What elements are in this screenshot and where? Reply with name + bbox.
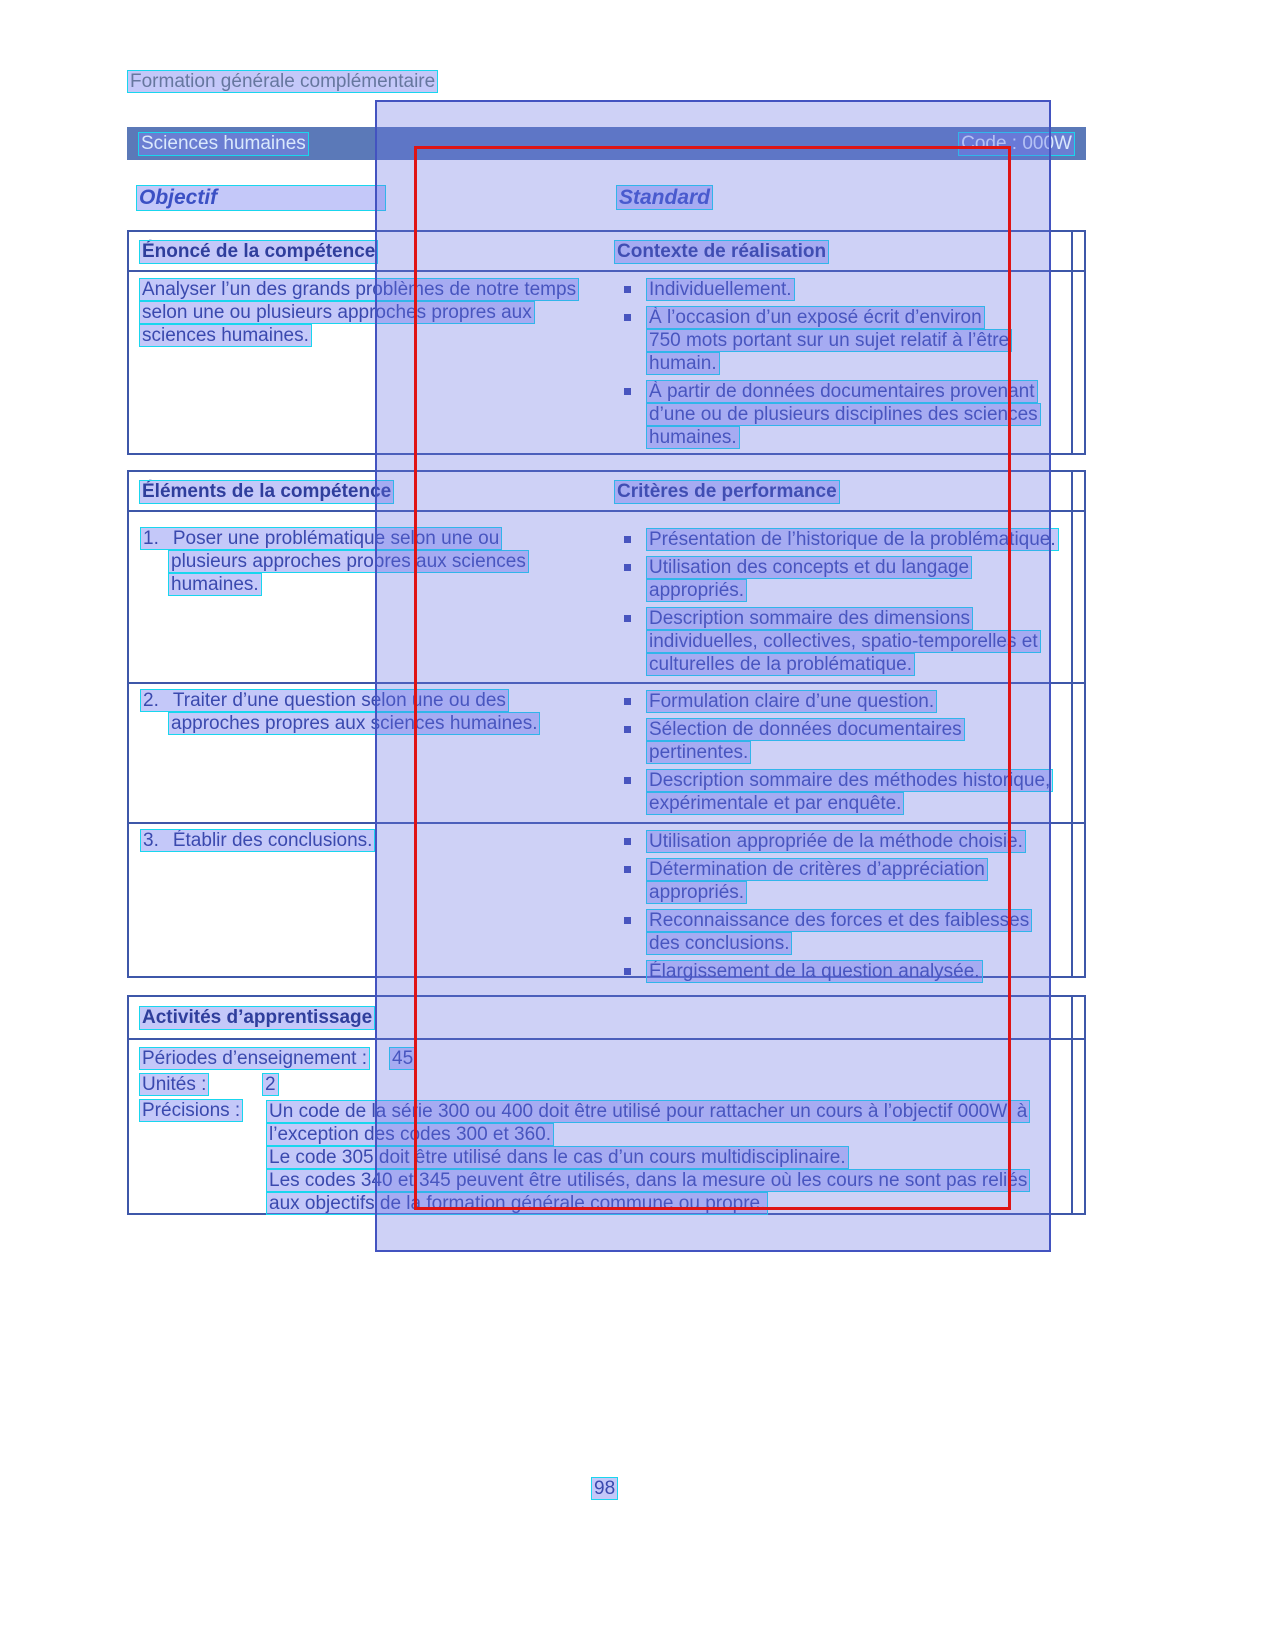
criteria-bullet-list [618, 830, 1080, 988]
bullet-square-icon [624, 838, 631, 845]
precisions-line: Un code de la série 300 ou 400 doit être utilisé pour rattacher un cours à l’objectif 000W, à [269, 1101, 1028, 1122]
doc-category [128, 71, 437, 93]
bullet-square-icon [624, 968, 631, 975]
unites-value-wrap [263, 1074, 278, 1096]
bullet-text [647, 690, 936, 713]
bullet-text [647, 830, 1025, 853]
bullet-line: des conclusions. [649, 933, 790, 954]
precisions-text [267, 1100, 1029, 1215]
criteria-bullet [618, 528, 1080, 551]
statement-line: selon une ou plusieurs approches propres aux [142, 302, 532, 323]
item-text-line: humaines. [171, 574, 259, 595]
precisions-line: aux objectifs de la formation générale commune ou propre. [269, 1193, 766, 1214]
bullet-line: humain. [649, 353, 717, 374]
item-number: 3. [143, 830, 159, 851]
banner-code: Code : 000W [961, 132, 1072, 154]
unites-value: 2 [265, 1074, 276, 1095]
bullet-square-icon [624, 286, 631, 293]
unites-label-wrap [140, 1074, 208, 1096]
bullet-text [647, 718, 964, 764]
precisions-label: Précisions : [142, 1100, 241, 1121]
bullet-line: appropriés. [649, 580, 745, 601]
bullet-text [647, 960, 982, 983]
page-number-wrap [592, 1478, 617, 1500]
doc-category-label: Formation générale complémentaire [130, 71, 436, 92]
contexte-realisation-header: Contexte de réalisation [617, 241, 827, 262]
bullet-line: Détermination de critères d’appréciation [649, 859, 985, 880]
element-row-2 [129, 682, 1084, 822]
bullet-square-icon [624, 866, 631, 873]
bullet-text [647, 306, 1011, 375]
precisions-line: Le code 305 doit être utilisé dans le cas d’un cours multidisciplinaire. [269, 1147, 846, 1168]
bullet-line: d’une ou de plusieurs disciplines des sciences [649, 404, 1038, 425]
item-text-line: Traiter d’une question selon une ou des [172, 690, 506, 711]
page-number: 98 [594, 1478, 616, 1499]
bullet-text [647, 278, 794, 301]
bullet-square-icon [624, 388, 631, 395]
enonce-competence-header: Énoncé de la compétence [142, 241, 376, 262]
contexte-bullet-list [618, 278, 1080, 454]
criteres-performance-header: Critères de performance [617, 481, 837, 502]
criteria-bullet [618, 607, 1080, 676]
bullet-line: Utilisation des concepts et du langage [649, 557, 970, 578]
bullet-line: Présentation de l’historique de la problématique. [649, 529, 1056, 550]
bullet-text [647, 858, 987, 904]
objectif-column-heading: Objectif [137, 186, 385, 210]
bullet-line: Description sommaire des méthodes historique, [649, 770, 1051, 791]
bullet-line: humaines. [649, 427, 737, 448]
item-number: 1. [143, 528, 159, 549]
standard-column-heading: Standard [619, 186, 711, 209]
criteria-bullet-list [618, 528, 1080, 681]
criteria-bullet-list [618, 690, 1080, 820]
bullet-line: À partir de données documentaires provenant [649, 381, 1035, 402]
element-row-3 [129, 822, 1084, 980]
item-text-line: plusieurs approches propres aux sciences [171, 551, 526, 572]
bullet-text [647, 380, 1040, 449]
banner-title: Sciences humaines [141, 132, 306, 154]
contexte-bullet [618, 278, 1080, 301]
periodes-value-wrap [390, 1048, 415, 1070]
criteria-bullet [618, 769, 1080, 815]
criteria-bullet [618, 556, 1080, 602]
activities-header: Activités d’apprentissage [142, 1007, 373, 1028]
statement-line: sciences humaines. [142, 325, 309, 346]
contexte-bullet [618, 380, 1080, 449]
bullet-line: Utilisation appropriée de la méthode choisie. [649, 831, 1023, 852]
bullet-line: À l’occasion d’un exposé écrit d’environ [649, 307, 982, 328]
element-row-1 [129, 512, 1084, 682]
element-item [141, 829, 374, 852]
criteria-bullet [618, 858, 1080, 904]
item-first-line [141, 830, 374, 851]
bullet-text [647, 769, 1052, 815]
bullet-line: expérimentale et par enquête. [649, 793, 902, 814]
competence-table-header [129, 232, 1084, 272]
criteria-bullet [618, 690, 1080, 713]
bullet-square-icon [624, 698, 631, 705]
element-item [141, 527, 528, 596]
periodes-label: Périodes d’enseignement : [142, 1048, 367, 1069]
item-text-line: Poser une problématique selon une ou [172, 528, 500, 549]
bullet-text [647, 556, 971, 602]
competence-statement [140, 278, 578, 347]
criteria-bullet [618, 960, 1080, 983]
criteria-bullet [618, 830, 1080, 853]
bullet-line: Description sommaire des dimensions [649, 608, 971, 629]
standard-column-heading-wrap [617, 186, 712, 210]
unites-label: Unités : [142, 1074, 207, 1095]
bullet-square-icon [624, 615, 631, 622]
bullet-line: 750 mots portant sur un sujet relatif à l’être [649, 330, 1010, 351]
bullet-line: individuelles, collectives, spatio-temporelles et [649, 631, 1038, 652]
bullet-square-icon [624, 726, 631, 733]
competence-table [127, 230, 1086, 455]
item-first-line [141, 528, 501, 549]
item-text-line: approches propres aux sciences humaines. [171, 713, 538, 734]
bullet-line: Reconnaissance des forces et des faiblesses [649, 910, 1030, 931]
bullet-text [647, 528, 1058, 551]
bullet-line: Sélection de données documentaires [649, 719, 962, 740]
item-number: 2. [143, 690, 159, 711]
course-banner [127, 127, 1086, 160]
elements-competence-header: Éléments de la compétence [142, 481, 392, 502]
activities-table [127, 995, 1086, 1215]
bullet-square-icon [624, 314, 631, 321]
precisions-line: l’exception des codes 300 et 360. [269, 1124, 552, 1145]
item-first-line [141, 690, 508, 711]
item-text-line: Établir des conclusions. [172, 830, 373, 851]
bullet-text [647, 607, 1040, 676]
bullet-line: culturelles de la problématique. [649, 654, 912, 675]
contexte-bullet [618, 306, 1080, 375]
statement-line: Analyser l’un des grands problèmes de notre temps [142, 279, 577, 300]
bullet-line: appropriés. [649, 882, 745, 903]
precisions-label-wrap [140, 1100, 242, 1122]
precisions-line: Les codes 340 et 345 peuvent être utilisés, dans la mesure où les cours ne sont pas reliés [269, 1170, 1028, 1191]
activities-table-header [129, 997, 1084, 1040]
bullet-square-icon [624, 917, 631, 924]
bullet-text [647, 909, 1031, 955]
criteria-bullet [618, 909, 1080, 955]
element-item [141, 689, 539, 735]
bullet-square-icon [624, 564, 631, 571]
periodes-label-wrap [140, 1048, 369, 1070]
bullet-line: Individuellement. [649, 279, 792, 300]
objectif-column-heading-wrap [137, 186, 385, 210]
bullet-line: Formulation claire d’une question. [649, 691, 935, 712]
elements-table [127, 470, 1086, 982]
criteria-bullet [618, 718, 1080, 764]
bullet-line: pertinentes. [649, 742, 749, 763]
bullet-square-icon [624, 777, 631, 784]
periodes-value: 45 [392, 1048, 414, 1069]
elements-table-header [129, 472, 1084, 512]
bullet-line: Élargissement de la question analysée. [649, 961, 980, 982]
bullet-square-icon [624, 536, 631, 543]
